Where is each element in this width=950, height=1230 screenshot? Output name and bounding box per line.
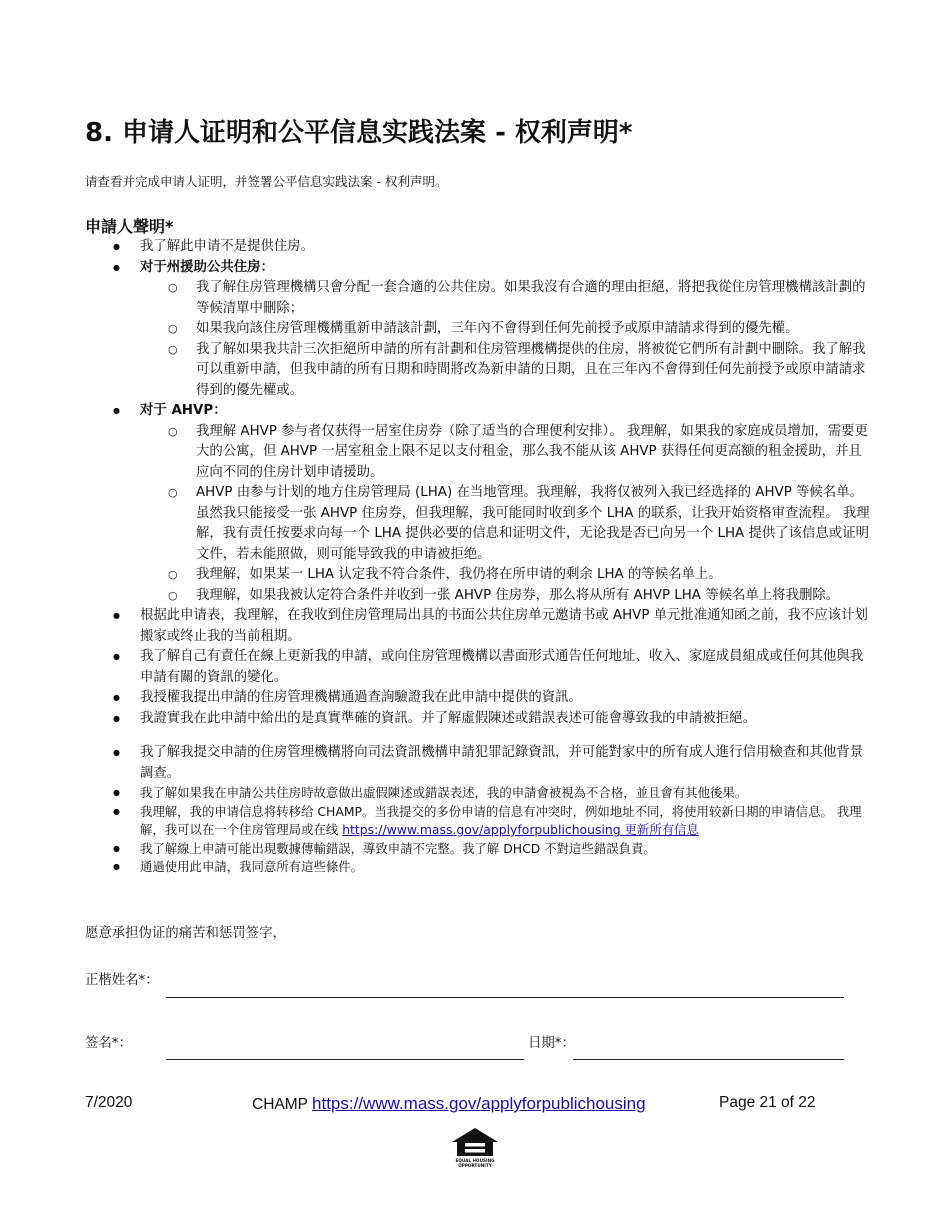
sub-list-item: ○ 我了解住房管理機構只會分配一套合適的公共住房。如果我沒有合適的理由拒絕，將把我從住房管理機構該計劃的等候清單中刪除； [140, 278, 875, 319]
list-item: ● 我了解線上申請可能出現數據傳輸錯誤，導致申請不完整。我了解 DHCD 不對這些錯誤負責。 [85, 840, 875, 859]
list-item [85, 803, 875, 840]
logo-text-line2: OPPORTUNITY [458, 1163, 492, 1168]
list-item: ● 根据此申请表，我理解，在我收到住房管理局出具的书面公共住房单元邀请书或 AHVP 单元批准通知函之前，我不应该计划搬家或终止我的当前租期。 [85, 606, 875, 647]
list-item [85, 258, 875, 402]
list-item-heading: 对于 AHVP： [140, 403, 227, 418]
list-item [85, 401, 875, 606]
list-item: ● 我了解我提交申請的住房管理機構將向司法資訊機構申請犯罪記錄資訊，并可能對家中的所有成人進行信用檢查和其他背景調查。 [85, 743, 875, 784]
sub-list-item: ○ 如果我向該住房管理機構重新申請該計劃，三年內不會得到任何先前授予或原申請請求得到的優先權。 [140, 319, 875, 340]
signature-line[interactable] [166, 1059, 524, 1060]
list-item: ● 我了解自己有責任在線上更新我的申請，或向住房管理機構以書面形式通告任何地址、收入、家庭成員組成或任何其他與我申請有關的資訊的變化。 [85, 647, 875, 688]
list-item: ● 我授權我提出申請的住房管理機構通過查詢驗證我在此申請中提供的資訊。 [85, 688, 875, 709]
list-item-heading: 对于州援助公共住房： [140, 259, 274, 275]
print-name-line[interactable] [166, 997, 844, 998]
perjury-statement: 愿意承担伪证的痛苦和惩罚签字， [85, 926, 286, 941]
sub-list-item: ○ 我了解如果我共計三次拒絕所申請的所有計劃和住房管理機構提供的住房，將被從它們所有計劃中刪除。我了解我可以重新申請，但我申請的所有日期和時間將改為新申請的日期，且在三年內不會得到任何先前授予或原申請請求得到的優先權或。 [140, 340, 875, 402]
equal-bar-bottom [465, 1149, 485, 1153]
date-label: 日期*： [528, 1036, 575, 1051]
declaration-list [85, 237, 875, 877]
footer-page-number: Page 21 of 22 [719, 1094, 816, 1111]
list-item-text: 我理解，我的申请信息将转移给 CHAMP。当我提交的多份申请的信息有冲突时，例如地址不同，将使用较新日期的申请信息。 我理解，我可以在一个住房管理局或在线 [140, 803, 862, 837]
equal-housing-logo [450, 1126, 500, 1168]
footer-date: 7/2020 [85, 1094, 133, 1111]
spacer [85, 729, 875, 743]
date-line[interactable] [573, 1059, 844, 1060]
footer-champ-label: CHAMP [252, 1096, 313, 1113]
sub-list-item: ○ 我理解 AHVP 参与者仅获得一居室住房券（除了适当的合理便利安排）。 我理解，如果我的家庭成员增加，需要更大的公寓，但 AHVP 一居室租金上限不足以支付租金，那么我不能从该 AHVP 获得任何更高额的租金援助，并且应向不同的住房计划申请援助。 [140, 422, 875, 484]
footer-url-link[interactable]: https://www.mass.gov/applyforpublichousing [312, 1094, 646, 1113]
signature-label: 签名*： [85, 1036, 132, 1051]
logo-text-line1: EQUAL HOUSING [455, 1158, 495, 1163]
list-item: ● 我證實我在此申請中給出的是真實準確的資訊。并了解虛假陳述或錯誤表述可能會導致我的申請被拒絕。 [85, 709, 875, 730]
list-item: ● 我了解此申请不是提供住房。 [85, 237, 875, 258]
print-name-label: 正楷姓名*： [85, 973, 159, 988]
sub-list-item: ○ 我理解，如果某一 LHA 认定我不符合条件，我仍将在所申请的剩余 LHA 的等候名单上。 [140, 565, 875, 586]
list-item: ● 我了解如果我在申請公共住房時故意做出虛假陳述或錯誤表述，我的申請會被視為不合格，並且會有其他後果。 [85, 784, 875, 803]
sub-list-item: ○ AHVP 由参与计划的地方住房管理局 (LHA) 在当地管理。我理解，我将仅被列入我已经选择的 AHVP 等候名单。虽然我只能接受一张 AHVP 住房券，但我理解，我可能同时收到多个 LHA 的联系，让我开始资格审查流程。 我理解，我有责任按要求向每一个 LHA 提供必要的信息和证明文件，无论我是否已向另一个 LHA 提供了该信息或证明文件，若未能照做，则可能导致我的申请被拒绝。 [140, 483, 875, 565]
sub-list-item: ○ 我理解，如果我被认定符合条件并收到一张 AHVP 住房券，那么将从所有 AHVP LHA 等候名单上将我删除。 [140, 586, 875, 607]
footer-champ [252, 1094, 646, 1114]
section-title: 8. 申请人证明和公平信息实践法案 - 权利声明* [85, 118, 633, 148]
declaration-heading: 申請人聲明* [85, 217, 174, 236]
equal-bar-top [465, 1143, 485, 1147]
update-info-link[interactable]: https://www.mass.gov/applyforpublichousing 更新所有信息 [342, 822, 699, 837]
intro-text: 请查看并完成申请人证明，并签署公平信息实践法案 - 权利声明。 [85, 174, 448, 189]
list-item: ● 通過使用此申請，我同意所有這些條件。 [85, 858, 875, 877]
